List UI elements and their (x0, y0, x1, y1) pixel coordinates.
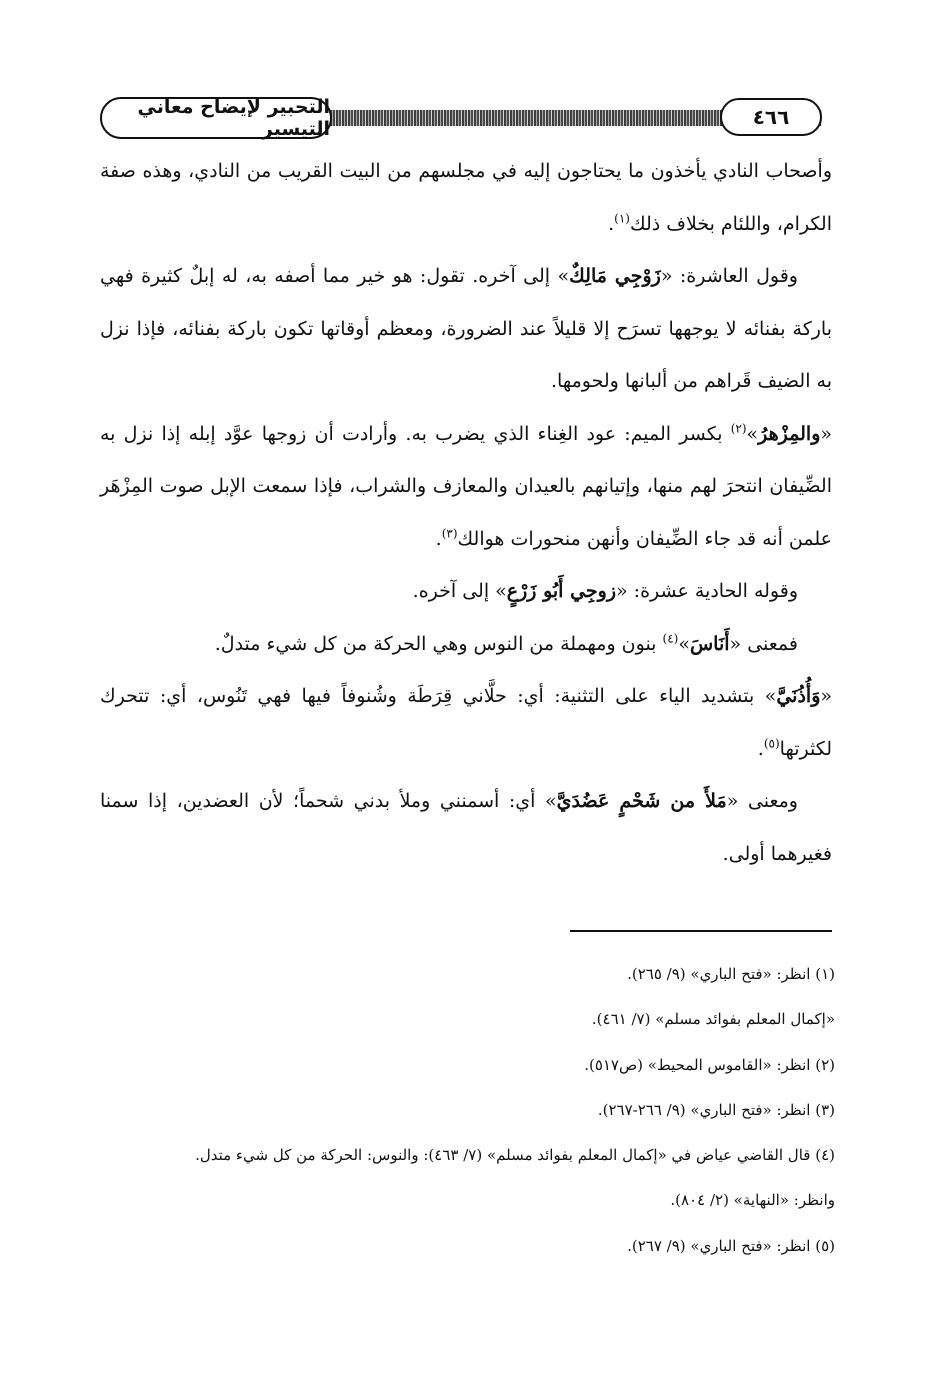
footnote-4-cont: وانظر: «النهاية» (٢/ ٨٠٤). (670, 1191, 835, 1210)
footnote-ref: (٣) (441, 526, 458, 541)
paragraph-text: وقوله الحادية عشرة: « (616, 580, 798, 602)
hadith-quote: والمِزْهرُ (758, 422, 821, 445)
paragraph-text: » (678, 632, 690, 655)
footnote-1-cont: «إكمال المعلم بفوائد مسلم» (٧/ ٤٦١). (591, 1010, 835, 1029)
paragraph-text: وأصحاب النادي يأخذون ما يحتاجون إليه في مجلسهم من البيت القريب من النادي، وهذه صفة الكرام، واللئام بخلاف ذلك (100, 160, 832, 235)
footnote-ref: (٥) (763, 736, 780, 751)
hadith-quote: مَلأَ من شَحْمٍ عَضُدَيَّ (556, 790, 727, 812)
paragraph-text: . (757, 737, 764, 760)
footnote-3: (٣) انظر: «فتح الباري» (٩/ ٢٦٦-٢٦٧). (597, 1100, 835, 1119)
hadith-quote: زوجِي أَبُو زَرْعٍ (506, 580, 617, 602)
paragraph-text: » (746, 422, 759, 445)
footnote-ref: (٢) (730, 421, 747, 436)
paragraph-text: . (435, 527, 442, 550)
footnote-1: (١) انظر: «فتح الباري» (٩/ ٢٦٥). (627, 965, 835, 983)
footnote-ref: (٤) (662, 631, 679, 646)
footnote-ref: (١) (614, 211, 630, 226)
hadith-quote: أَنَاسَ (689, 632, 730, 655)
paragraph-text: ومعنى « (726, 790, 798, 812)
footnote-5: (٥) انظر: «فتح الباري» (٩/ ٢٦٧). (627, 1236, 835, 1255)
paragraph-text: » إلى آخره. (412, 580, 507, 602)
main-text (100, 145, 832, 880)
footnotes (100, 952, 835, 1269)
footnote-2: (٢) انظر: «القاموس المحيط» (ص٥١٧). (584, 1055, 835, 1074)
hadith-quote: زَوْجِي مَالِكٌ (569, 265, 661, 287)
paragraph-text: « (820, 685, 832, 707)
book-title: التحبير لإيضاح معاني التيسير (100, 97, 332, 139)
paragraph-2 (100, 250, 832, 408)
paragraph-7 (100, 775, 832, 880)
paragraph-1 (100, 145, 832, 250)
paragraph-text: » بتشديد الياء على التثنية: أي: حلَّاني قِرَطَة وشُنوفاً فيها فهي تَنُوس، أي: تتحرك لكثرتها (100, 685, 832, 760)
footnote-4: (٤) قال القاضي عياض في «إكمال المعلم بفوائد مسلم» (٧/ ٤٦٣): والنوس: الحركة من كل شيء متدل. (195, 1146, 835, 1165)
paragraph-text: « (820, 422, 832, 445)
page-header (100, 97, 830, 143)
paragraph-text: » أي: أسمنني وملأ بدني شحماً؛ لأن العضدين، إذا سمنا فغيرهما أولى. (100, 790, 832, 865)
page-number: ٤٦٦ (720, 98, 822, 136)
paragraph-6 (100, 670, 832, 775)
paragraph-text: فمعنى « (729, 632, 798, 655)
footnote-separator (570, 930, 832, 932)
paragraph-text: . (608, 212, 615, 235)
paragraph-3 (100, 408, 832, 566)
paragraph-4 (100, 565, 832, 618)
paragraph-text: بكسر الميم: عود الغِناء الذي يضرب به. وأرادت أن زوجها عوَّد إبله إذا نزل به الضِّيفان انتحرَ لهم منها، وإتيانهم بالعيدان والمعازف والشراب، فإذا سمعت الإبل صوت المِزْهَر علمن أنه قد جاء الضِّيفان وأنهن منحورات هوالك (100, 422, 832, 550)
hadith-quote: وَأُذُنَيَّ (776, 685, 821, 707)
paragraph-text: » إلى آخره. تقول: هو خير مما أصفه به، له إبلٌ كثيرة فهي باركة بفنائه لا يوجهها تسرَح إلا قليلاً عند الضرورة، ومعظم أوقاتها تكون باركة بفنائه، فإذا نزل به الضيف قَراهم من ألبانها ولحومها. (100, 265, 832, 392)
paragraph-5 (100, 618, 832, 671)
paragraph-text: وقول العاشرة: « (660, 265, 798, 287)
paragraph-text: بنون ومهملة من النوس وهي الحركة من كل شيء متدلٌ. (214, 632, 663, 655)
